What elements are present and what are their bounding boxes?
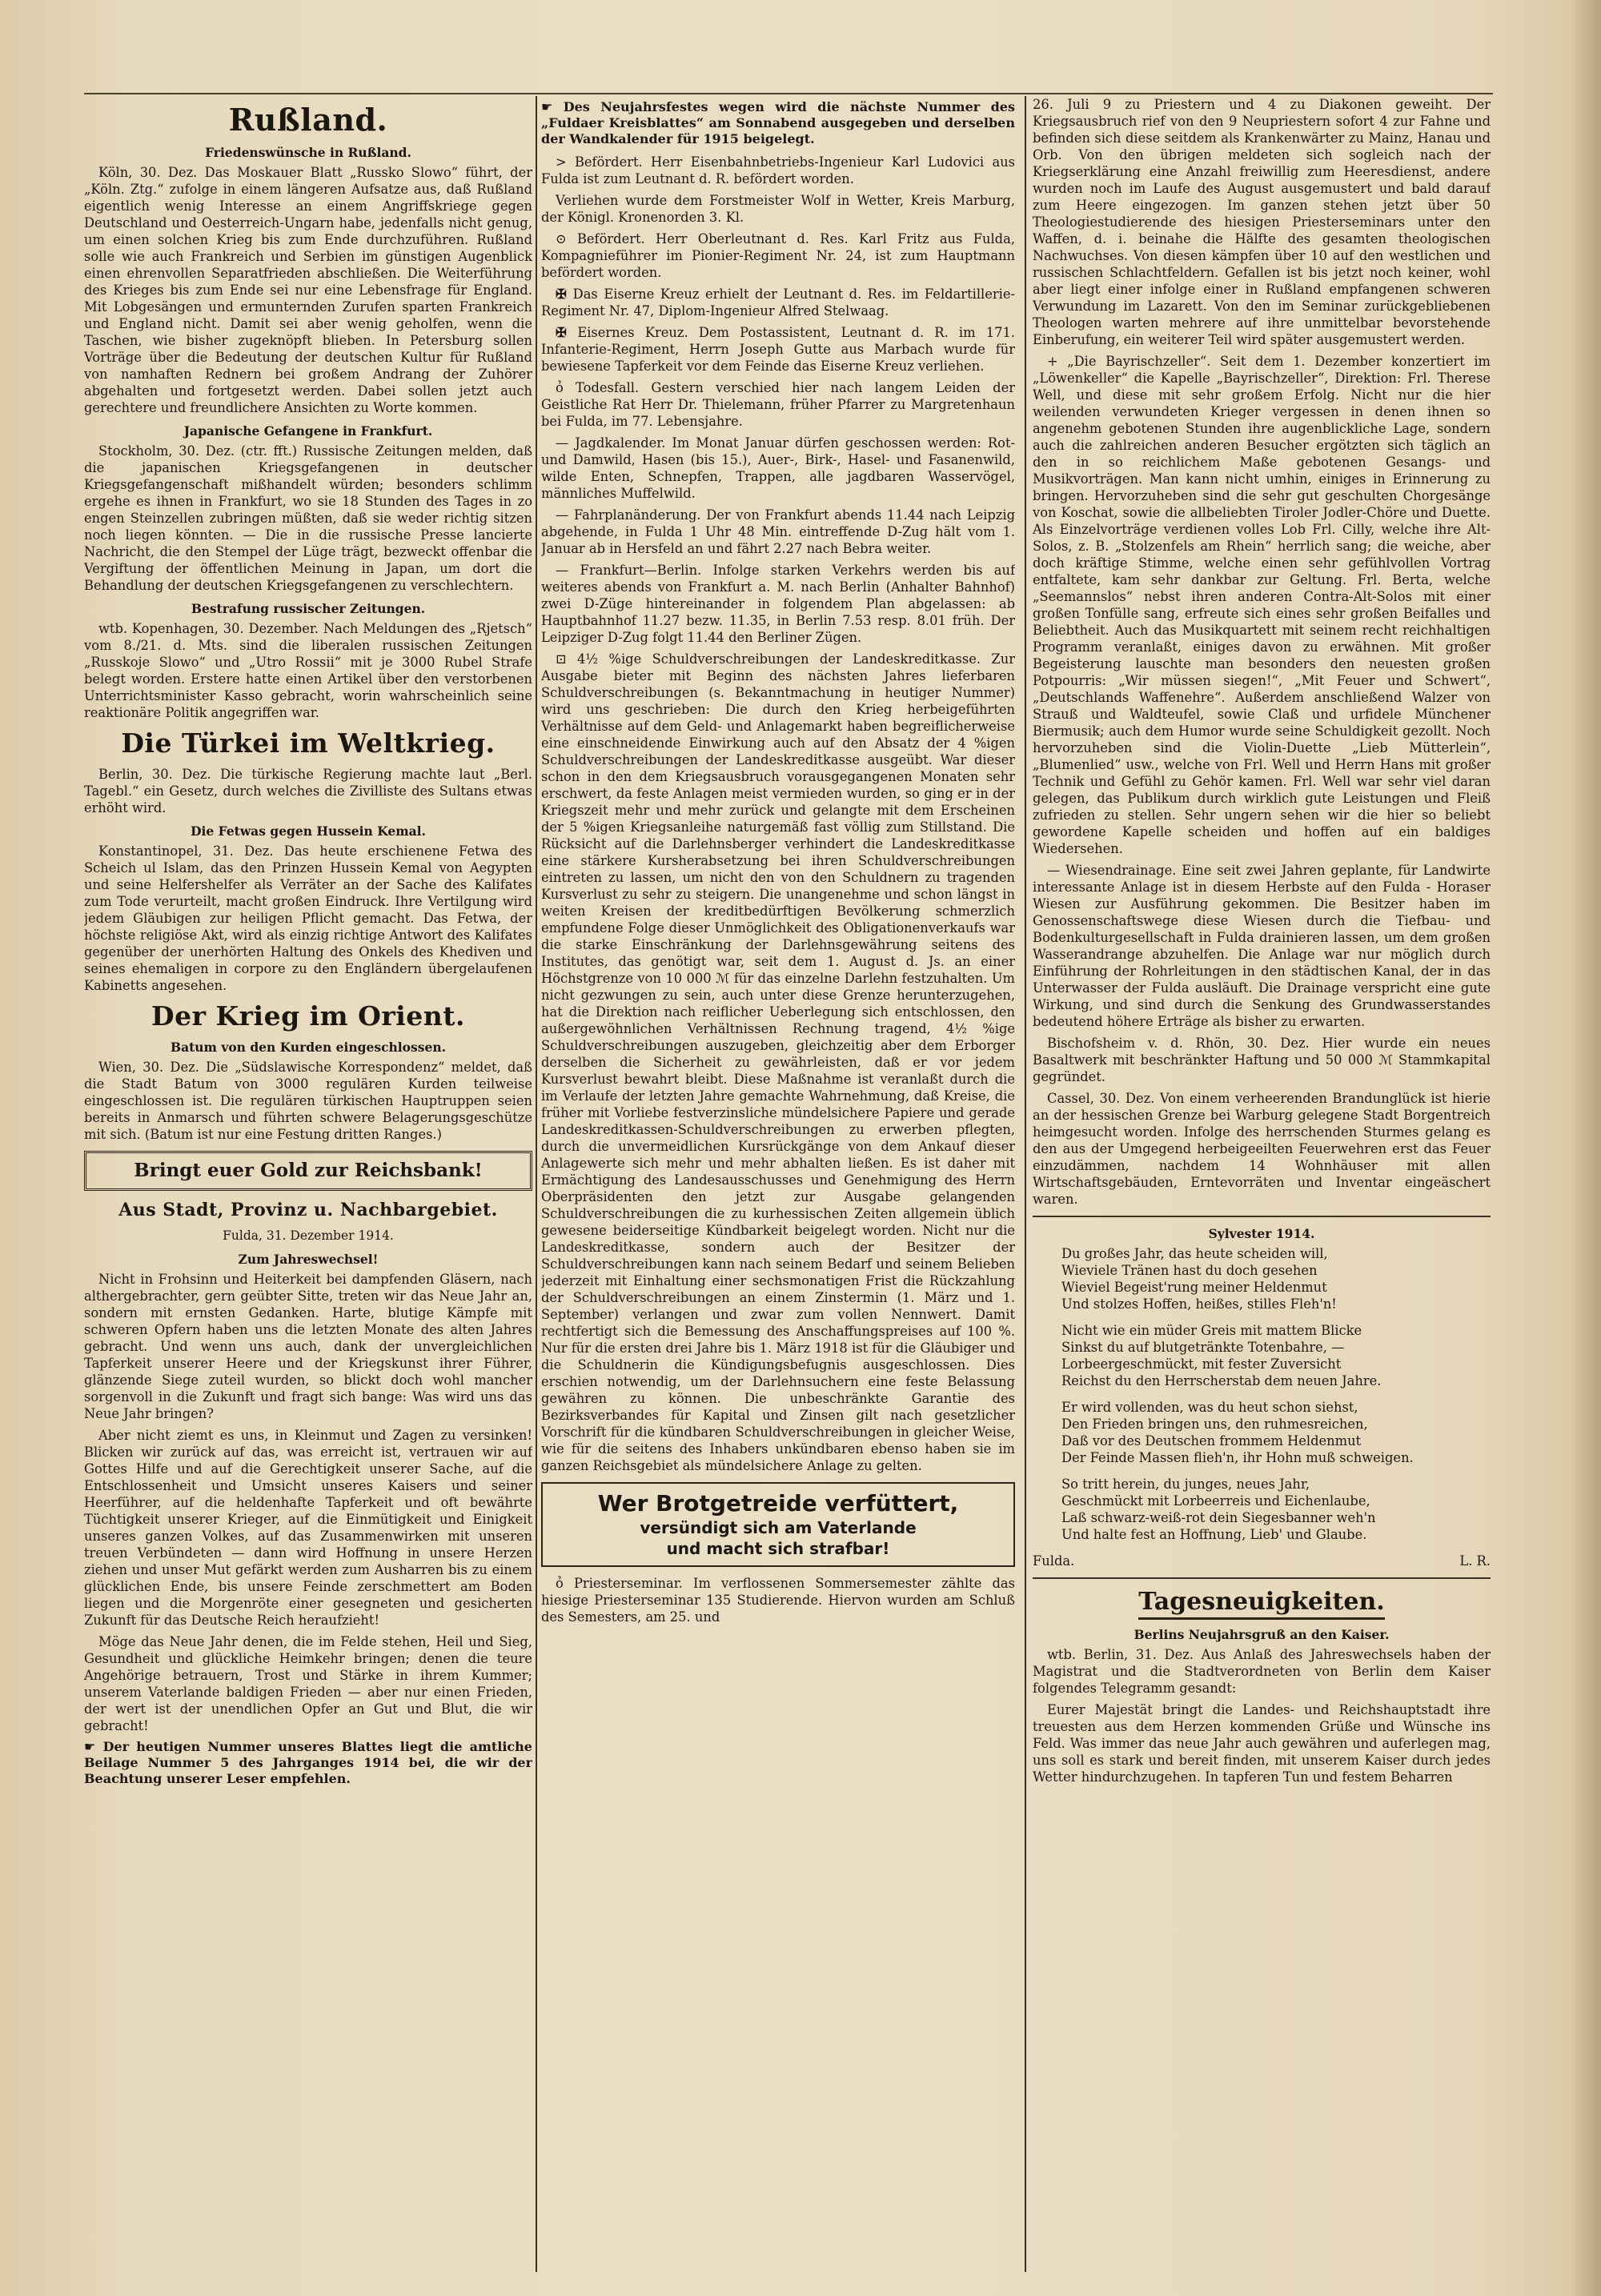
poem-line: Geschmückt mit Lorbeerreis und Eichenlaube, [1061,1493,1370,1509]
notice-neujahrsfest-text: Des Neujahrsfestes wegen wird die nächste Nummer des „Fuldaer Kreisblattes“ am Sonnabend ausgegeben und derselben der Wandkalender für 1915 beigelegt. [541,99,1015,146]
article-wien: Wien, 30. Dez. Die „Südslawische Korrespondenz“ meldet, daß die Stadt Batum von 3000 regulären Kurden teilweise eingeschlossen ist. Die regulären türkischen Hauptruppen seien bereits in Anmarsch und führten schwere Belagerungsgeschütze mit sich. (Batum ist nur eine Festung dritten Ranges.) [84,1060,532,1142]
column-rule-2 [1025,96,1026,2272]
article-frankfurt-berlin: — Frankfurt—Berlin. Infolge starken Verkehrs werden bis auf weiteres abends von Frankfurt a. M. nach Berlin (Anhalter Bahnhof) zwei D-Züge hintereinander in folgendem Plan abgelassen: ab Hauptbahnhof 11.27 bezw. 11.35, in Berlin 7.53 resp. 8.01 früh. Der Leipziger D-Zug folgt 11.44 den Berliner Zügen. [541,563,1015,645]
separator [1033,1216,1491,1217]
poem-line: Der Feinde Massen flieh'n, ihr Hohn muß schweigen. [1061,1450,1414,1465]
poem-line: Er wird vollenden, was du heut schon siehst, [1061,1400,1358,1415]
article-priesterseminar-text: Priesterseminar. Im verflossenen Sommersemester zählte das hiesige Priesterseminar 135 Studierende. Hiervon wurden am Schluß des Semesters, am 25. und [541,1576,1015,1625]
subhead-fetwas: Die Fetwas gegen Hussein Kemal. [191,823,426,839]
article-schuldverschreibungen [541,651,1015,1474]
ornament-icon: ỏ [556,380,576,395]
column-1 [84,96,532,2280]
subhead-japanische-gefangene: Japanische Gefangene in Frankfurt. [183,423,433,439]
headline-orient: Der Krieg im Orient. [151,1000,465,1032]
poem-stanza [1061,1245,1491,1312]
article-cassel: Cassel, 30. Dez. Von einem verheerenden Brandunglück ist hierie an der hessischen Grenze bei Warburg gelegene Stadt Borgentreich heimgesucht worden. Infolge des herrschenden Sturmes gelang es den aus der Umgegend herbeigeeilten Feuerwehren erst das Feuer einzudämmen, nachdem 14 Wohnhäuser mit allen Wirtschaftsgebäuden, Erntevorräten und Inventar eingeäschert waren. [1033,1091,1491,1207]
article-befoerdert-fritz-text: Befördert. Herr Oberleutnant d. Res. Karl Fritz aus Fulda, Kompagnieführer im Pionier-Regiment Nr. 24, ist zum Hauptmann befördert worden. [541,231,1015,280]
article-priesterseminar-cont: 26. Juli 9 zu Priestern und 4 zu Diakonen geweiht. Der Kriegsausbruch rief von den 9 Neupriestern sofort 4 zur Fahne und befinden sich diese seitdem als Krankenwärter zu Mainz, Hanau und Orb. Von den übrigen meldeten sich sogleich nach der Kriegserklärung eine Anzahl freiwillig zum Heeresdienst, andere wurden noch im Laufe des August ausgemustert und bald darauf zum Heere eingezogen. Im ganzen stehen jetzt über 50 Theologiestudierende des hiesigen Priesterseminars unter den Waffen, d. i. beinahe die Hälfte des gesamten theologischen Nachwuchses. Von diesen kämpfen über 10 auf den westlichen und russischen Schlachtfeldern. Gefallen ist bis jetzt noch keiner, wohl aber liegt einer infolge einer in Rußland empfangenen schweren Verwundung im Lazarett. Von den im Seminar zurückgebliebenen Theologen warten mehrere auf ihre unmittelbar bevorstehende Einberufung, ein weiterer Teil wird später ausgemustert werden. [1033,97,1491,347]
article-eisernes-kreuz-2 [541,324,1015,375]
article-befoerdert-ludovici [541,154,1015,187]
poem-line: Laß schwarz-weiß-rot dein Siegesbanner weh'n [1061,1510,1376,1525]
poem-line: Wieviel Begeist'rung meiner Heldenmut [1061,1280,1327,1295]
poem-line: Lorbeergeschmückt, mit fester Zuversicht [1061,1356,1342,1372]
subhead-neujahrsgruss: Berlins Neujahrsgruß an den Kaiser. [1134,1627,1390,1642]
article-kopenhagen: wtb. Kopenhagen, 30. Dezember. Nach Meldungen des „Rjetsch“ vom 8./21. d. Mts. sind die liberalen russischen Zeitungen „Russkoje Slowo“ und „Utro Rossii“ mit je 3000 Rubel Strafe belegt worden. Erstere hatte einen Artikel über den verstorbenen Unterrichtsminister Kasso gebracht, worin wahrscheinlich seine reaktionäre Politik angegriffen war. [84,621,532,720]
notice-beilage-text: Der heutigen Nummer unseres Blattes liegt die amtliche Beilage Nummer 5 des Jahrganges 1914 bei, die wir der Beachtung unserer Leser empfehlen. [84,1739,532,1786]
column-2 [541,96,1015,2280]
article-stockholm: Stockholm, 30. Dez. (ctr. fft.) Russische Zeitungen melden, daß die japanischen Kriegsgefangenen in deutscher Kriegsgefangenschaft mißhandelt würden; besonders schlimm ergehe es ihnen in Frankfurt, wo sie 18 Stunden des Tages in zo engen Steinzellen zubringen müßten, daß sie weder richtig sitzen noch liegen könnten. — Die in die russische Presse lancierte Nachricht, die den Stempel der Lüge trägt, bezweckt offenbar die Vergiftung der öffentlichen Meinung in Japan, um dort die Behandlung der deutschen Kriegsgefangenen zu verschlechtern. [84,443,532,593]
notice-beilage [84,1739,532,1787]
ornament-icon: ỏ [556,1576,574,1591]
pointer-arrow-icon: > [556,154,575,170]
article-eisernes-kreuz-1-text: Das Eiserne Kreuz erhielt der Leutnant d. Res. im Feldartillerie-Regiment Nr. 47, Diplom-Ingenieur Alfred Stelwaag. [541,286,1015,319]
signature-place: Fulda. [1033,1553,1075,1569]
poem-line: Daß vor des Deutschen frommem Heldenmut [1061,1433,1362,1449]
top-rule [84,93,1493,94]
poem-line: Reichst du den Herrscherstab dem neuen Jahre. [1061,1373,1382,1388]
poem-stanza [1061,1322,1491,1389]
subhead-bestrafung: Bestrafung russischer Zeitungen. [191,601,426,616]
article-todesfall [541,379,1015,430]
poem-line: Und stolzes Hoffen, heißes, stilles Fleh'n! [1061,1296,1337,1312]
poem-line: Du großes Jahr, das heute scheiden will, [1061,1246,1328,1261]
box-gold-reichsbank: Bringt euer Gold zur Reichsbank! [84,1151,532,1191]
poem-line: Den Frieden bringen uns, den ruhmesreichen, [1061,1416,1368,1432]
square-bullet-icon: ⊡ [556,651,577,667]
poem-line: Wieviele Tränen hast du doch gesehen [1061,1263,1318,1278]
poem-signature [1033,1553,1491,1569]
article-jahreswechsel-1: Nicht in Frohsinn und Heiterkeit bei dampfenden Gläsern, nach althergebrachter, gern geübter Sitte, treten wir das Neue Jahr an, sondern mit ernsten Gedanken. Harte, blutige Kämpfe mit schweren Opfern haben uns die letzten Monate des alten Jahres gebracht. Und wenn uns auch, dank der unvergleichlichen Tapferkeit unserer Heere und der Kriegskunst ihrer Führer, glänzende Siege zuteil wurden, so blickt doch wohl mancher sorgenvoll in die Zukunft und fragt sich bange: Was wird uns das Neue Jahr bringen? [84,1272,532,1421]
column-rule-1 [536,96,537,2272]
article-jagdkalender: — Jagdkalender. Im Monat Januar dürfen geschossen werden: Rot- und Damwild, Hasen (bis 15.), Auer-, Birk-, Hasel- und Fasanenwild, wilde Enten, Schnepfen, Trappen, alle jagdbaren Wasservögel, männliches Muffelwild. [541,435,1015,501]
subhead-friedenswuensche: Friedenswünsche in Rußland. [205,145,411,160]
circle-dot-icon: ⊙ [556,231,577,246]
headline-stadt-provinz: Aus Stadt, Provinz u. Nachbargebiet. [118,1200,498,1220]
pointing-hand-icon: ☛ [541,99,564,114]
separator [1033,1577,1491,1579]
headline-tagesneuigkeiten: Tagesneuigkeiten. [1138,1587,1384,1620]
poem-line: Nicht wie ein müder Greis mit mattem Blicke [1061,1323,1362,1338]
article-eisernes-kreuz-2-text: Eisernes Kreuz. Dem Postassistent, Leutnant d. R. im 171. Infanterie-Regiment, Herrn Joseph Gutte aus Marbach wurde für bewiesene Tapferkeit vor dem Feinde das Eiserne Kreuz verliehen. [541,325,1015,374]
ad-line-1: versündigt sich am Vaterlande [640,1518,917,1537]
article-befoerdert-fritz [541,230,1015,281]
article-eisernes-kreuz-1 [541,286,1015,319]
iron-cross-icon: ✠ [556,286,573,302]
poem-stanza [1061,1399,1491,1466]
poem-line: Sinkst du auf blutgetränkte Totenbahre, — [1061,1340,1345,1355]
headline-tuerkei: Die Türkei im Weltkrieg. [121,727,496,759]
article-konstantinopel: Konstantinopel, 31. Dez. Das heute erschienene Fetwa des Scheich ul Islam, das den Prinzen Hussein Kemal von Aegypten und seine Helfershelfer als Verräter an der Sache des Kalifates zum Tode verurteilt, macht großen Eindruck. Ihre Vertilgung wird jedem Gläubigen zur heiligen Pflicht gemacht. Das Fetwa, der höchste religiöse Akt, wird als einzig richtige Antwort des Kalifates gegenüber der unerhörten Haltung des Onkels des Khediven und seines ehemaligen in corpore zu den Engländern übergelaufenen Kabinetts angesehen. [84,843,532,993]
article-berlin-gruss-2: Eurer Majestät bringt die Landes- und Reichshauptstadt ihre treuesten aus dem Herzen kommenden Grüße und Wünsche ins Feld. Was immer das neue Jahr auch gewähren und auferlegen mag, uns soll es stark und bereit finden, mit unserem Kaiser durch jedes Wetter hindurchzugehen. In tapferen Tun und festem Beharren [1033,1702,1491,1785]
article-fahrplan: — Fahrplanänderung. Der von Frankfurt abends 11.44 nach Leipzig abgehende, in Fulda 1 Uhr 48 Min. eintreffende D-Zug hält vom 1. Januar ab in Hersfeld an und fährt 2.27 nach Bebra weiter. [541,507,1015,556]
article-schuldverschreibungen-text: 4½ %ige Schuldverschreibungen der Landeskreditkasse. Zur Ausgabe bieter mit Beginn des nächsten Jahres lieferbaren Schuldverschreibungen (s. Bekanntmachung in heutiger Nummer) wird uns geschrieben: Die durch den Krieg herbeigeführten Verhältnisse auf dem Geld- und Anlagemarkt haben begreiflicherweise eine einschneidende Einwirkung auch auf den Absatz der 4 %igen Schuldverschreibungen der Landeskreditkasse ausgeübt. War dieser schon in den dem Kriegsausbruch vorausgegangenen Monaten sehr erschwert, da feste Anlagen meist vermieden wurden, so ging er in der Kriegszeit mehr und mehr zurück und gelangte mit dem Erscheinen der 5 %igen Kriegsanleihe naturgemäß fast völlig zum Stillstand. Die Rücksicht auf die Darlehnsberger verhindert die Landeskreditkasse eine stärkere Kursherabsetzung bei ihren Schuldverschreibungen eintreten zu lassen, um nicht den von den Schuldnern zu tragenden Kursverlust zu sehr zu steigern. Die unangenehme und schon längst in weiten Kreisen der kreditbedürftigen Bevölkerung schmerzlich empfundene Folge dieser Unmöglichkeit des Obligationenverkaufs war die starke Einschränkung der Darlehnsgewährung seitens des Institutes, das genötigt war, seit dem 1. August d. Js. an einer Höchstgrenze von 10 000 ℳ für das einzelne Darlehn festzuhalten. Um nicht gezwungen zu sein, auch unter diese Grenze herunterzugehen, hat die Direktion nach reiflicher Ueberlegung sich entschlossen, den außergewöhnlichen Verhältnissen Rechnung tragend, 4½ %ige Schuldverschreibungen auszugeben, gleichzeitig aber dem Erborger derselben die Sicherheit zu gewährleisten, daß er vor jedem Kursverlust bewahrt bleibt. Diese Maßnahme ist veranlaßt durch die im Verlaufe der letzten Jahre gemachte Wahrnehmung, daß Kreise, die früher mit Vorliebe festverzinsliche mündelsichere Papiere und gerade Landeskreditkassen-Schuldverschreibungen zu erwerben pflegten, durch die unvermeidlichen Kursrückgänge von dem Ankauf dieser Anlagewerte sich mehr und mehr abhalten ließen. Es ist daher mit Ermächtigung des Landesausschusses und Genehmigung des Herrn Oberpräsidenten den jetzt zur Ausgabe gelangenden Schuldverschreibungen die zu kurhessischen Zeiten allgemein üblich gewesene beiderseitige Kündbarkeit beigelegt worden. Nicht nur die Landeskreditkasse, sondern auch der Besitzer der Schuldverschreibungen kann nach seinem Bedarf und seinem Belieben jederzeit mit Einhaltung einer sechsmonatigen Frist die Rückzahlung der Schuldverschreibungen an einem Zinstermin (1. März und 1. September) verlangen und zwar zum vollen Nennwert. Damit rechtfertigt sich die Bemessung des Anschaffungspreises auf 100 %. Nur für die ersten drei Jahre bis 1. März 1918 ist für die Gläubiger und die Schuldnerin die Kündigungsbefugnis ausgeschlossen. Dies erschien notwendig, um der Darlehnsuchern eine feste Belassung gewähren zu können. Die unbeschränkte Garantie des Bezirksverbandes für Kapital und Zinsen gilt nach gesetzlicher Vorschrift für die kündbaren Schuldverschreibungen in gleicher Weise, wie für die seitens des Inhabers unkündbaren ebenso haben sie im ganzen Reichsgebiet als mündelsichere Anlage zu gelten. [541,651,1015,1473]
poem-line: Und halte fest an Hoffnung, Lieb' und Glaube. [1061,1527,1367,1542]
tagesneuigkeiten-header [1033,1587,1491,1620]
article-berlin-tuerkei: Berlin, 30. Dez. Die türkische Regierung machte laut „Berl. Tagebl.“ ein Gesetz, durch welches die Zivilliste des Sultans etwas erhöht wird. [84,767,532,815]
subhead-batum: Batum von den Kurden eingeschlossen. [170,1040,447,1055]
article-jahreswechsel-3: Möge das Neue Jahr denen, die im Felde stehen, Heil und Sieg, Gesundheit und glückliche Heimkehr bringen; denen die teure Angehörige betrauern, Trost und Stärke in ihrem Kummer; unserem Vaterlande baldigen Frieden — aber nur einen Frieden, der wert ist der unendlichen Opfer an Gut und Blut, die wir gebracht! [84,1634,532,1733]
pointing-hand-icon: ☛ [84,1739,103,1754]
notice-neujahrsfest [541,99,1015,147]
poem-stanza [1061,1476,1491,1543]
article-befoerdert-ludovici-text: Befördert. Herr Eisenbahnbetriebs-Ingenieur Karl Ludovici aus Fulda ist zum Leutnant d. R. befördert worden. [541,154,1015,186]
article-jahreswechsel-2: Aber nicht ziemt es uns, in Kleinmut und Zagen zu versinken! Blicken wir zurück auf das, was erreicht ist, vertrauen wir auf Gottes Hilfe und auf die Gerechtigkeit unserer Sache, auf die Entschlossenheit und Umsicht unseres Kaisers und seiner Heerführer, auf die heldenhafte Tapferkeit und oft bewährte Tüchtigkeit unserer Krieger, auf die Einmütigkeit und Einigkeit unseres ganzen Volkes, auf das Zusammenwirken mit unseren treuen Verbündeten — dann wird Hoffnung in unsere Herzen ziehen und unser Mut gefärkt werden zum Ausharren bis zu einem glücklichen Ende, bis unsere Feinde zerschmettert am Boden liegen und die Morgenröte einer gesegneten und gesicherten Zukunft für das Deutsche Reich heraufzieht! [84,1428,532,1628]
article-bischofsheim: Bischofsheim v. d. Rhön, 30. Dez. Hier wurde ein neues Basaltwerk mit beschränkter Haftung und 50 000 ℳ Stammkapital gegründet. [1033,1036,1491,1084]
signature-author: L. R. [1459,1553,1491,1569]
article-bayrischzeller: + „Die Bayrischzeller“. Seit dem 1. Dezember konzertiert im „Löwenkeller“ die Kapelle „Bayrischzeller“, Direktion: Frl. Therese Well, und diese mit sehr großem Erfolg. Nicht nur die hier weilenden verwundeten Krieger vergessen in denen ihnen so angenehm gebotenen Stunden ihre augenblickliche Lage, sondern auch die zahlreichen anderen Besucher ergötzten sich täglich an den in so reichlichem Maße gebotenen Gesangs- und Musikvorträgen. Man kann nicht umhin, einiges in Erinnerung zu bringen. Hervorzuheben sind die sehr gut geschulten Chorgesänge von Koschat, sowie die allbeliebten Tiroler Jodler-Chöre und Duette. Als Einzelvorträge verdienen volles Lob Frl. Cilly, welche ihre Alt-Solos, z. B. „Stolzenfels am Rhein“ herrlich sang; die weiche, aber doch kräftige Stimme, welche einen sehr gefühlvollen Vortrag entfaltete, kam sehr dankbar zur Geltung. Frl. Berta, welche „Seemannslos“ nebst ihren anderen Contra-Alt-Solos mit einer großen Tonfülle sang, erfreute sich eines sehr großen Beifalles und Beliebtheit. Auch das Musikquartett mit seinem recht reichhaltigen Programm veranlaßt, einiges davon zu erwähnen. Mit großer Begeisterung lauschte man besonders den neuesten großen Potpourris: „Wir müssen siegen!“, „Mit Feuer und Schwert“, „Deutschlands Waffenehre“. Außerdem anschließend Walzer von Strauß und Waldteufel, sowie Claß und urfidele Münchener Biermusik; auch dem Humor wurde seine Schuldigkeit gezollt. Noch hervorzuheben sind die Violin-Duette „Lieb Mütterlein“, „Blumenlied“ usw., welche von Frl. Well und Herrn Hans mit großer Technik und Gefühl zu Gehör kamen. Frl. Well war sehr viel daran gelegen, das Publikum durch wirklich gute Leistungen und Fleiß zufrieden zu stellen. Sehr ungern sehen wir die hier so beliebt gewordene Kapelle scheiden und hoffen auf ein baldiges Wiedersehen. [1033,354,1491,856]
subhead-jahreswechsel: Zum Jahreswechsel! [238,1252,379,1267]
article-wiesendrainage: — Wiesendrainage. Eine seit zwei Jahren geplante, für Landwirte interessante Anlage ist in diesem Herbste auf den Fulda - Horaser Wiesen zur Ausführung gekommen. Die Besitzer haben im Genossenschaftswege diese Wiesen durch die Tiefbau- und Bodenkulturgesellschaft in Fulda drainieren lassen, um dem großen Wasserandrange abzuhelfen. Die Anlage war nur möglich durch Einführung der Rohrleitungen in den städtischen Kanal, der in das Unterwasser der Fulda ausläuft. Die Drainage verspricht eine gute Wirkung, und sind durch die Senkung des Grundwasserstandes bedeutend höhere Erträge als bisher zu erwarten. [1033,863,1491,1029]
subhead-sylvester: Sylvester 1914. [1208,1226,1315,1241]
headline-russland: Rußland. [228,102,388,138]
dateline-fulda: Fulda, 31. Dezember 1914. [223,1228,394,1243]
page-edge-shadow [1569,0,1601,2296]
ad-line-2: und macht sich strafbar! [666,1539,890,1558]
article-priesterseminar [541,1575,1015,1625]
iron-cross-icon: ✠ [556,325,578,340]
poem-line: So tritt herein, du junges, neues Jahr, [1061,1477,1310,1492]
ad-title: Wer Brotgetreide verfüttert, [597,1490,959,1517]
poem-sylvester [1033,1245,1491,1543]
article-todesfall-text: Todesfall. Gestern verschied hier nach langem Leiden der Geistliche Rat Herr Dr. Thielemann, früher Pfarrer zu Margretenhaun bei Fulda, im 77. Lebensjahre. [541,380,1015,429]
ad-brotgetreide [541,1482,1015,1567]
column-3 [1033,96,1491,2280]
article-berlin-gruss: wtb. Berlin, 31. Dez. Aus Anlaß des Jahreswechsels haben der Magistrat und die Stadtverordneten von Berlin dem Kaiser folgendes Telegramm gesandt: [1033,1647,1491,1696]
article-koeln: Köln, 30. Dez. Das Moskauer Blatt „Russko Slowo“ führt, der „Köln. Ztg.“ zufolge in einem längeren Aufsatze aus, daß Rußland eigentlich wenig Interesse an einem Angriffskriege gegen Deutschland und Oesterreich-Ungarn habe, jedenfalls nicht genug, um einen solchen Krieg bis zum Ende durchzuführen. Rußland solle wie auch Frankreich und Serbien im günstigen Augenblick einen ehrenvollen Separatfrieden abschließen. Die Weiterführung des Krieges bis zum Ende sei nur eine Lebensfrage für England. Mit Lobgesängen und ermunternden Zurufen sparten Frankreich und England nicht. Damit sei aber wenig geholfen, wenn die Taschen, wie bisher zugeknöpft blieben. In Petersburg sollen Vorträge über die Bedeutung der deutschen Kultur für Rußland von namhaften Rednern bei großem Andrang der Zuhörer abgehalten und fortgesetzt werden. Dabei sollen jetzt auch gerechtere und freundlichere Ansichten zu Worte kommen. [84,165,532,415]
article-verliehen: Verliehen wurde dem Forstmeister Wolf in Wetter, Kreis Marburg, der Königl. Kronenorden 3. Kl. [541,193,1015,225]
